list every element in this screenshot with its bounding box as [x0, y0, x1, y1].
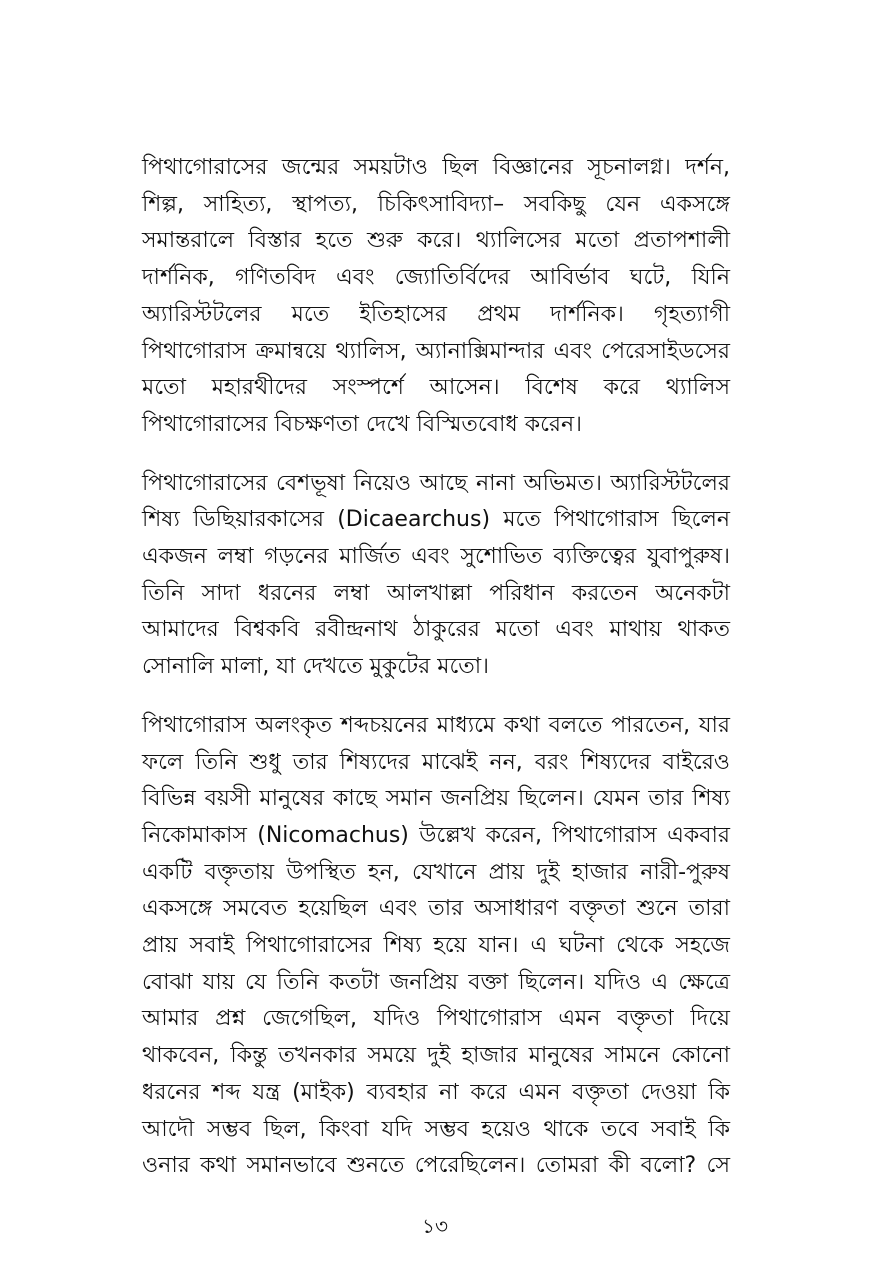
text-line: আদৌ সম্ভব ছিল, কিংবা যদি সম্ভব হয়েও থাকে তবে সবাই কি [142, 1116, 730, 1142]
text-line: একটি বক্তৃতায় উপস্থিত হন, যেখানে প্রায় দুই হাজার নারী-পুরুষ [142, 859, 730, 885]
text-line: পিথাগোরাসের বিচক্ষণতা দেখে বিস্মিতবোধ করেন। [142, 411, 583, 437]
text-line: অ্যারিস্টটলের মতে ইতিহাসের প্রথম দার্শনিক। গৃহত্যাগী [142, 301, 730, 327]
text-line: নিকোমাকাস (Nicomachus) উল্লেখ করেন, পিথাগোরাস একবার [142, 822, 730, 848]
text-line: একসঙ্গে সমবেত হয়েছিল এবং তার অসাধারণ বক্তৃতা শুনে তারা [142, 896, 730, 922]
text-line: তিনি সাদা ধরনের লম্বা আলখাল্লা পরিধান করতেন অনেকটা [142, 580, 730, 606]
text-line: পিথাগোরাসের জন্মের সময়টাও ছিল বিজ্ঞানের সূচনালগ্ন। দর্শন, [142, 155, 730, 180]
text-line: পিথাগোরাস ক্রমান্বয়ে থ্যালিস, অ্যানাক্সিমান্দার এবং পেরেসাইডসের [142, 338, 730, 364]
text-line: বোঝা যায় যে তিনি কতটা জনপ্রিয় বক্তা ছিলেন। যদিও এ ক্ষেত্রে [142, 969, 730, 995]
text-line: পিথাগোরাস অলংকৃত শব্দচয়নের মাধ্যমে কথা বলতে পারতেন, যার [142, 712, 730, 738]
text-line: দার্শনিক, গণিতবিদ এবং জ্যোতির্বিদের আবির্ভাব ঘটে, যিনি [142, 265, 730, 291]
text-line: সমান্তরালে বিস্তার হতে শুরু করে। থ্যালিসের মতো প্রতাপশালী [142, 228, 730, 254]
text-line: মতো মহারথীদের সংস্পর্শে আসেন। বিশেষ করে থ্যালিস [142, 375, 730, 401]
text-line: ওনার কথা সমানভাবে শুনতে পেরেছিলেন। তোমরা কী বলো? সে [142, 1153, 730, 1179]
paragraph-3 [142, 708, 730, 1185]
text-line: বিভিন্ন বয়সী মানুষের কাছে সমান জনপ্রিয় ছিলেন। যেমন তার শিষ্য [142, 786, 730, 812]
paragraph-1 [142, 150, 730, 444]
page-body [142, 150, 730, 1207]
paragraph-2 [142, 466, 730, 686]
text-line: ফলে তিনি শুধু তার শিষ্যদের মাঝেই নন, বরং শিষ্যদের বাইরেও [142, 749, 730, 775]
text-line: পিথাগোরাসের বেশভূষা নিয়েও আছে নানা অভিমত। অ্যারিস্টটলের [142, 470, 730, 496]
text-line: প্রায় সবাই পিথাগোরাসের শিষ্য হয়ে যান। এ ঘটনা থেকে সহজে [142, 933, 730, 959]
text-line: শিষ্য ডিছিয়ারকাসের (Dicaearchus) মতে পিথাগোরাস ছিলেন [142, 507, 730, 533]
text-line: সোনালি মালা, যা দেখতে মুকুটের মতো। [142, 654, 490, 680]
page-number: ১৩ [422, 1214, 448, 1238]
text-line: আমার প্রশ্ন জেগেছিল, যদিও পিথাগোরাস এমন বক্তৃতা দিয়ে [142, 1006, 730, 1032]
text-line: থাকবেন, কিন্তু তখনকার সময়ে দুই হাজার মানুষের সামনে কোনো [142, 1043, 730, 1069]
text-line: আমাদের বিশ্বকবি রবীন্দ্রনাথ ঠাকুরের মতো এবং মাথায় থাকত [142, 617, 730, 643]
text-line: ধরনের শব্দ যন্ত্র (মাইক) ব্যবহার না করে এমন বক্তৃতা দেওয়া কি [142, 1079, 730, 1105]
text-line: একজন লম্বা গড়নের মার্জিত এবং সুশোভিত ব্যক্তিত্বের যুবাপুরুষ। [142, 544, 730, 570]
text-line: শিল্প, সাহিত্য, স্থাপত্য, চিকিৎসাবিদ্যা– সবকিছু যেন একসঙ্গে [142, 191, 730, 217]
